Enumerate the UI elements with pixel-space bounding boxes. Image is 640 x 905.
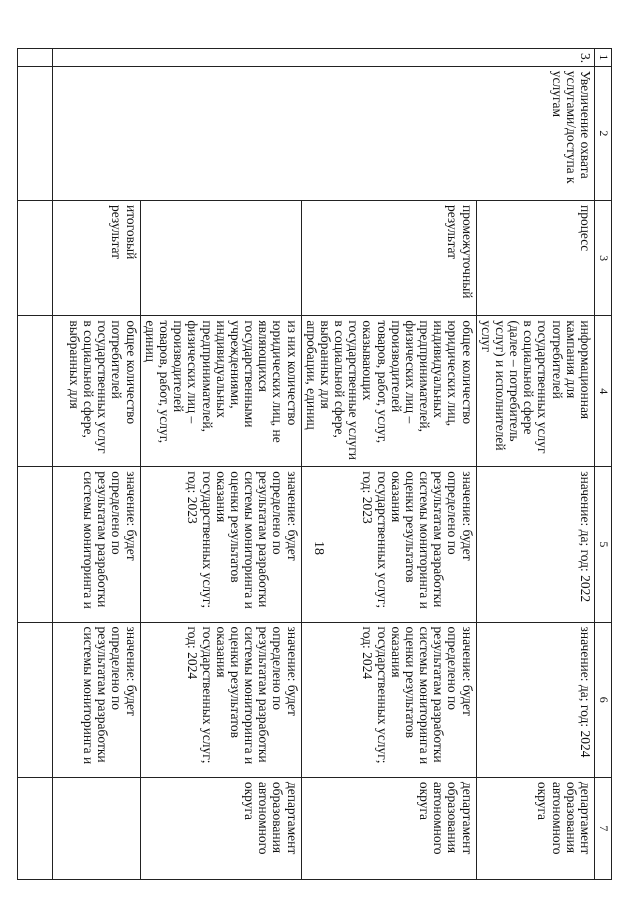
header-cell: 6 [595, 622, 612, 777]
type-cell: итоговый результат [52, 200, 140, 315]
type-cell: промежуточный результат [301, 200, 476, 315]
header-cell: 1 [595, 49, 612, 67]
value-2024-cell: значение: да; год: 2024 [476, 622, 594, 777]
empty-cell [17, 777, 52, 879]
type-cell [140, 200, 301, 315]
header-cell: 4 [595, 316, 612, 467]
value-2023-cell: значение: будет определено по результатам разработки системы мониторинга и оценки результатов оказания государственных услуг; год: 2023 [140, 467, 301, 622]
type-cell: процесс [476, 200, 594, 315]
responsible-cell: департамент образования автономного округа [301, 777, 476, 879]
responsible-cell: департамент образования автономного округа [140, 777, 301, 879]
empty-cell [17, 316, 52, 467]
table-row [476, 49, 594, 880]
value-2023-cell: значение: да; год: 2022 [476, 467, 594, 622]
table-row-empty [17, 49, 52, 880]
empty-cell [17, 622, 52, 777]
responsible-cell: департамент образования автономного округа [476, 777, 594, 879]
empty-cell [17, 66, 52, 200]
indicator-cell: информационная кампания для потребителей государственных услуг в социальной сфере (далее – потребитель услуг) и исполнителей услуг [476, 316, 594, 467]
indicator-cell: общее количество потребителей государственных услуг в социальной сфере, выбранных для [52, 316, 140, 467]
header-cell: 3 [595, 200, 612, 315]
header-cell: 7 [595, 777, 612, 879]
row-number: 3. [52, 49, 594, 67]
header-row [595, 49, 612, 880]
indicators-table [17, 48, 612, 880]
empty-cell [17, 200, 52, 315]
empty-cell [17, 467, 52, 622]
value-2023-cell: значение: будет определено по результатам разработки системы мониторинга и оценки результатов оказания государственных услуг; год: 2023 [301, 467, 476, 622]
header-cell: 5 [595, 467, 612, 622]
indicator-cell: из них количество юридических лиц, не являющихся государственными учреждениями, индивидуальных предпринимателей, физических лиц – производителей товаров, работ, услуг, единиц [140, 316, 301, 467]
page-number: 18 [311, 541, 326, 555]
value-2024-cell: значение: будет определено по результатам разработки системы мониторинга и оценки результатов оказания государственных услуг; год: 2024 [301, 622, 476, 777]
rotated-table-container [37, 48, 612, 880]
header-cell: 2 [595, 66, 612, 200]
value-2024-cell: значение: будет определено по результатам разработки системы мониторинга и [52, 622, 140, 777]
indicator-cell: общее количество юридических лиц, индивидуальных предпринимателей, физических лиц – производителей товаров, работ, услуг, оказывающих государственные услуги в социальной сфере, выбранных для апробации, единиц [301, 316, 476, 467]
empty-cell [17, 49, 52, 67]
value-2023-cell: значение: будет определено по результатам разработки системы мониторинга и [52, 467, 140, 622]
responsible-cell [52, 777, 140, 879]
value-2024-cell: значение: будет определено по результатам разработки системы мониторинга и оценки результатов оказания государственных услуг; год: 2024 [140, 622, 301, 777]
goal-cell: Увеличение охвата услугами/доступа к услугам [52, 66, 594, 200]
